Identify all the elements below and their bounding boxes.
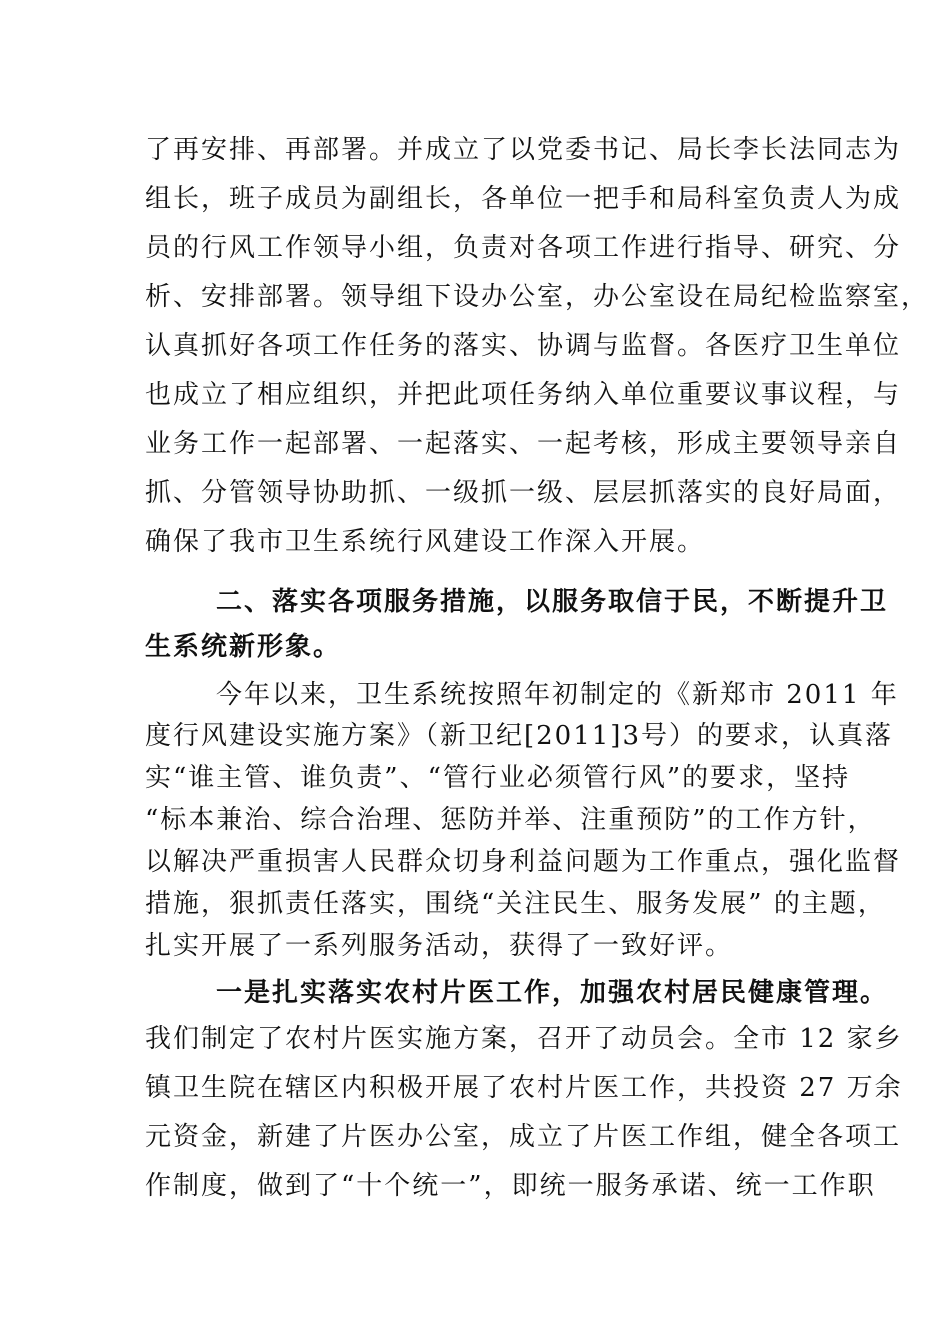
paragraph-2-line: 以解决严重损害人民群众切身利益问题为工作重点，强化监督 [145,847,902,877]
paragraph-1-line: 业务工作一起部署、一起落实、一起考核，形成主要领导亲自 [145,429,902,459]
paragraph-3-line: 元资金，新建了片医办公室，成立了片医工作组，健全各项工 [145,1122,902,1152]
paragraph-1-line: 也成立了相应组织，并把此项任务纳入单位重要议事议程，与 [145,380,902,410]
paragraph-2-line: 措施，狠抓责任落实，围绕“关注民生、服务发展” 的主题， [145,889,886,919]
paragraph-1-line: 员的行风工作领导小组，负责对各项工作进行指导、研究、分 [145,233,902,263]
paragraph-1-line: 认真抓好各项工作任务的落实、协调与监督。各医疗卫生单位 [145,331,902,361]
section-heading-line: 二、落实各项服务措施，以服务取信于民，不断提升卫 [216,587,889,617]
paragraph-2-line: 今年以来，卫生系统按照年初制定的《新郑市 2011 年 [216,680,899,710]
paragraph-1-line: 抓、分管领导协助抓、一级抓一级、层层抓落实的良好局面， [145,478,902,508]
paragraph-3-line: 作制度，做到了“十个统一”，即统一服务承诺、统一工作职 [145,1171,876,1201]
paragraph-1-line: 析、安排部署。领导组下设办公室，办公室设在局纪检监察室， [145,282,930,312]
subsection-heading: 一是扎实落实农村片医工作，加强农村居民健康管理。 [216,978,889,1008]
paragraph-2-line: 实“谁主管、谁负责”、“管行业必须管行风”的要求，坚持 [145,763,851,793]
paragraph-1-line: 了再安排、再部署。并成立了以党委书记、局长李长法同志为 [145,135,902,165]
paragraph-3-line: 我们制定了农村片医实施方案，召开了动员会。全市 12 家乡 [145,1024,903,1054]
paragraph-2-line: 度行风建设实施方案》（新卫纪[2011]3号）的要求，认真落 [145,721,893,751]
paragraph-1-line: 组长，班子成员为副组长，各单位一把手和局科室负责人为成 [145,184,902,214]
paragraph-1-line: 确保了我市卫生系统行风建设工作深入开展。 [145,527,706,557]
paragraph-2-line: “标本兼治、综合治理、惩防并举、注重预防”的工作方针， [145,805,876,835]
section-heading-line: 生系统新形象。 [145,632,342,662]
paragraph-2-line: 扎实开展了一系列服务活动，获得了一致好评。 [145,931,734,961]
paragraph-3-line: 镇卫生院在辖区内积极开展了农村片医工作，共投资 27 万余 [145,1073,903,1103]
